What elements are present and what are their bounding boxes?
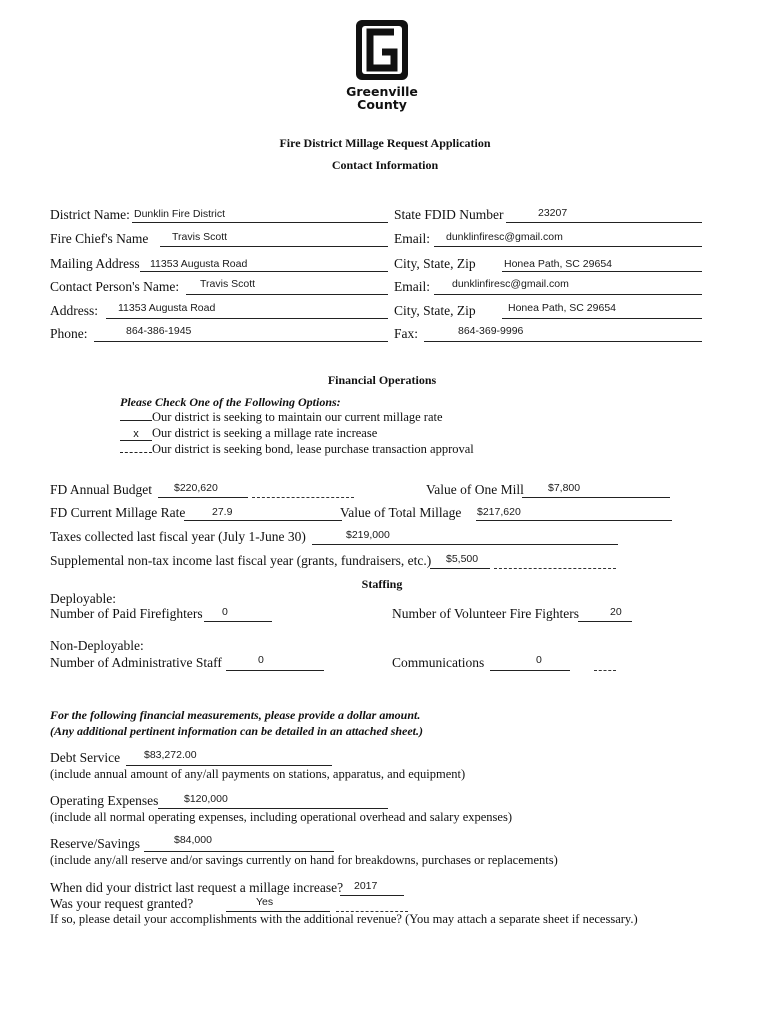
reserve-savings-label: Reserve/Savings [50, 836, 140, 851]
deployable-label: Deployable: [50, 591, 116, 606]
millage-rate-label: FD Current Millage Rate [50, 505, 186, 520]
option-text: Our district is seeking to maintain our current millage rate [152, 410, 443, 424]
address-label: Address: [50, 303, 98, 318]
option-bond[interactable] [120, 442, 474, 457]
fire-chief-field[interactable]: Travis Scott [172, 231, 228, 243]
taxes-collected-label: Taxes collected last fiscal year (July 1-June 30) [50, 529, 306, 544]
district-name-label: District Name: [50, 207, 130, 222]
taxes-collected-field[interactable]: $219,000 [346, 529, 390, 541]
administrative-staff-field[interactable]: 0 [258, 654, 264, 666]
paid-firefighters-label: Number of Paid Firefighters [50, 606, 203, 621]
option-text: Our district is seeking bond, lease purchase transaction approval [152, 442, 474, 456]
mailing-address-label: Mailing Address [50, 256, 140, 271]
email-2-label: Email: [394, 279, 430, 294]
city-state-zip-2-label: City, State, Zip [394, 303, 476, 318]
fire-chief-label: Fire Chief's Name [50, 231, 149, 246]
last-request-field[interactable]: 2017 [354, 880, 378, 892]
supplemental-income-label: Supplemental non-tax income last fiscal year (grants, fundraisers, etc.) [50, 553, 432, 568]
form-title: Fire District Millage Request Application [279, 136, 491, 150]
debt-service-label: Debt Service [50, 750, 121, 765]
millage-rate-field[interactable]: 27.9 [212, 506, 233, 518]
communications-label: Communications [392, 655, 485, 670]
reserve-savings-field[interactable]: $84,000 [174, 834, 212, 846]
g-logo-icon [340, 18, 424, 84]
staffing-heading: Staffing [361, 577, 403, 591]
paid-firefighters-field[interactable]: 0 [222, 606, 228, 618]
option-increase[interactable] [120, 426, 377, 441]
email-2-field[interactable]: dunklinfiresc@gmail.com [452, 278, 569, 290]
one-mill-label: Value of One Mill [426, 482, 524, 497]
check-options-heading: Please Check One of the Following Options: [120, 395, 341, 409]
option-mark [120, 420, 152, 421]
annual-budget-label: FD Annual Budget [50, 482, 153, 497]
state-fdid-field[interactable]: 23207 [538, 207, 568, 219]
district-name-field[interactable]: Dunklin Fire District [134, 208, 226, 220]
fax-label: Fax: [394, 326, 419, 341]
city-state-zip-2-field[interactable]: Honea Path, SC 29654 [508, 302, 616, 314]
form-subtitle: Contact Information [331, 158, 439, 172]
option-mark: x [120, 428, 152, 441]
city-state-zip-1-field[interactable]: Honea Path, SC 29654 [504, 258, 612, 270]
email-1-label: Email: [394, 231, 430, 246]
option-text: Our district is seeking a millage rate increase [152, 426, 378, 440]
option-mark [120, 452, 152, 453]
operating-expenses-note: (include all normal operating expenses, including operational overhead and salary expenses) [50, 810, 512, 824]
total-millage-label: Value of Total Millage [340, 505, 462, 520]
greenville-county-logo [340, 18, 424, 116]
measurements-intro-1: For the following financial measurements, please provide a dollar amount. [50, 708, 421, 722]
email-1-field[interactable]: dunklinfiresc@gmail.com [446, 231, 563, 243]
logo-line-1: Greenville [346, 84, 418, 99]
total-millage-field[interactable]: $217,620 [477, 506, 521, 518]
city-state-zip-1-label: City, State, Zip [394, 256, 476, 271]
option-maintain[interactable] [120, 410, 443, 425]
volunteer-firefighters-field[interactable]: 20 [610, 606, 622, 618]
accomplishments-label: If so, please detail your accomplishments with the additional revenue? (You may attach a separate sheet if necessary.) [50, 912, 638, 926]
debt-service-note: (include annual amount of any/all payments on stations, apparatus, and equipment) [50, 767, 466, 781]
supplemental-income-field[interactable]: $5,500 [446, 553, 479, 565]
address-field[interactable]: 11353 Augusta Road [118, 302, 216, 314]
state-fdid-label: State FDID Number [394, 207, 504, 222]
contact-person-field[interactable]: Travis Scott [200, 278, 256, 290]
financial-heading: Financial Operations [327, 373, 437, 387]
contact-person-label: Contact Person's Name: [50, 279, 180, 294]
measurements-intro-2: (Any additional pertinent information can be detailed in an attached sheet.) [50, 724, 424, 738]
mailing-address-field[interactable]: 11353 Augusta Road [150, 258, 248, 270]
communications-field[interactable]: 0 [536, 654, 542, 666]
operating-expenses-field[interactable]: $120,000 [184, 793, 228, 805]
phone-label: Phone: [50, 326, 88, 341]
one-mill-field[interactable]: $7,800 [548, 482, 581, 494]
annual-budget-field[interactable]: $220,620 [174, 482, 218, 494]
fax-field[interactable]: 864-369-9996 [458, 325, 524, 337]
last-request-label: When did your district last request a millage increase? [50, 880, 344, 895]
request-granted-field[interactable]: Yes [256, 896, 274, 908]
phone-field[interactable]: 864-386-1945 [126, 325, 192, 337]
debt-service-field[interactable]: $83,272.00 [144, 749, 197, 761]
request-granted-label: Was your request granted? [50, 896, 194, 911]
volunteer-firefighters-label: Number of Volunteer Fire Fighters [392, 606, 579, 621]
administrative-staff-label: Number of Administrative Staff [50, 655, 222, 670]
logo-line-2: County [357, 97, 407, 112]
reserve-savings-note: (include any/all reserve and/or savings currently on hand for breakdowns, purchases or replacements) [50, 853, 558, 867]
operating-expenses-label: Operating Expenses [50, 793, 159, 808]
non-deployable-label: Non-Deployable: [50, 638, 144, 653]
